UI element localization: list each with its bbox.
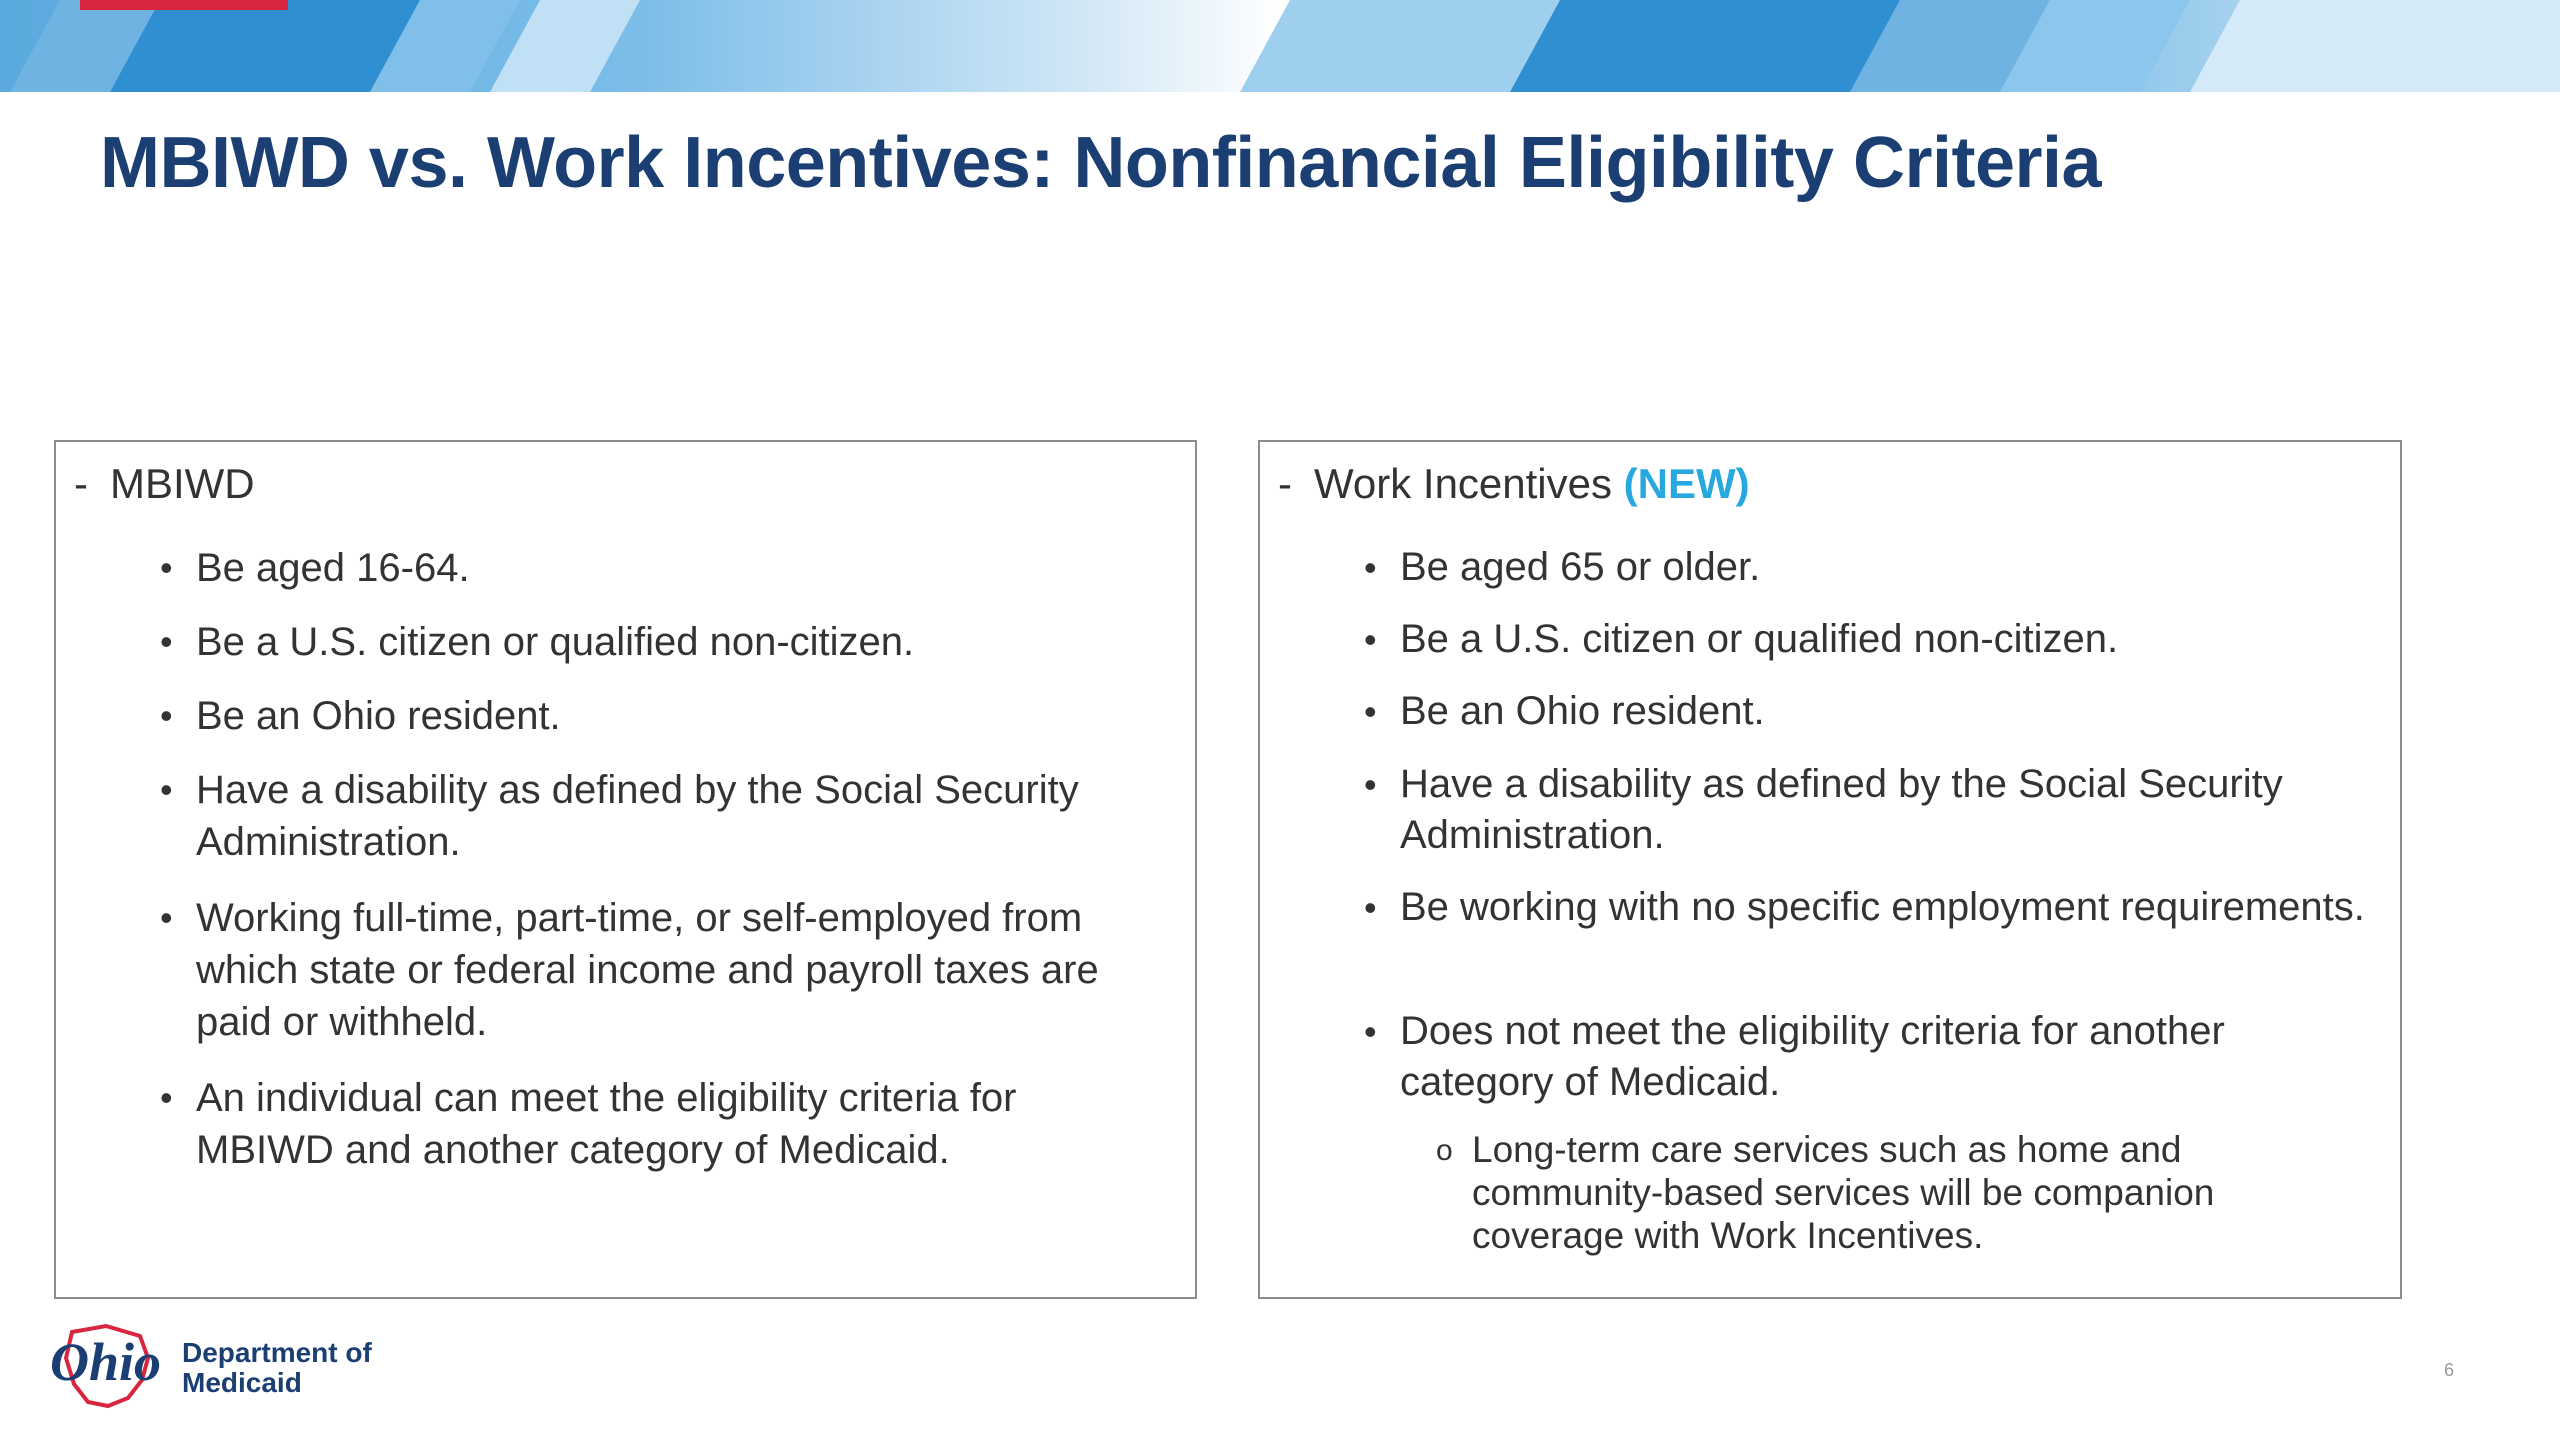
- mbiwd-heading-label: MBIWD: [110, 460, 255, 507]
- list-item: • Be an Ohio resident.: [196, 690, 1165, 742]
- heading-dash: -: [74, 460, 88, 507]
- sub-bullet-icon: o: [1436, 1134, 1453, 1167]
- list-item: • Be a U.S. citizen or qualified non-citizen.: [196, 616, 1165, 668]
- bullet-icon: •: [160, 695, 173, 736]
- new-badge: (NEW): [1623, 460, 1750, 507]
- slide-title: MBIWD vs. Work Incentives: Nonfinancial Eligibility Criteria: [100, 123, 2102, 203]
- bullet-icon: •: [160, 769, 173, 810]
- bullet-icon: •: [1364, 691, 1377, 732]
- mbiwd-panel: [54, 440, 1197, 1299]
- list-item: • An individual can meet the eligibility criteria for MBIWD and another category of Medicaid.: [196, 1072, 1165, 1176]
- list-item: • Be aged 16-64.: [196, 542, 1165, 594]
- page-number: 6: [2444, 1360, 2455, 1380]
- list-item: • Be a U.S. citizen or qualified non-citizen.: [1400, 614, 2370, 665]
- bullet-icon: •: [1364, 1011, 1377, 1052]
- bullet-icon: •: [1364, 764, 1377, 805]
- list-item: • Be working with no specific employment requirements.: [1400, 882, 2370, 933]
- bullet-icon: •: [160, 1077, 173, 1118]
- list-item: • Be an Ohio resident.: [1400, 686, 2370, 737]
- list-item: • Have a disability as defined by the Social Security Administration.: [1400, 759, 2370, 861]
- bullet-icon: •: [1364, 887, 1377, 928]
- work-incentives-heading-label: Work Incentives: [1314, 460, 1612, 507]
- list-item: • Does not meet the eligibility criteria for another category of Medicaid.: [1400, 1006, 2370, 1108]
- list-item: • Working full-time, part-time, or self-employed from which state or federal income and payroll taxes are paid or withheld.: [196, 892, 1165, 1048]
- ohio-medicaid-logo: [44, 1318, 404, 1418]
- svg-text:Ohio: Ohio: [50, 1332, 162, 1392]
- list-item: • Have a disability as defined by the Social Security Administration.: [196, 764, 1165, 868]
- ohio-logo-icon: [44, 1318, 174, 1418]
- bullet-icon: •: [1364, 619, 1377, 660]
- bullet-icon: •: [160, 547, 173, 588]
- sub-list-item: o Long-term care services such as home and community-based services will be companion coverage with Work Incentives.: [1436, 1129, 2215, 1256]
- header-banner: [0, 0, 2560, 92]
- list-item: • Be aged 65 or older.: [1400, 542, 2370, 593]
- department-name: Department of Medicaid: [182, 1337, 372, 1398]
- heading-dash: -: [1278, 460, 1292, 507]
- bullet-icon: •: [160, 897, 173, 938]
- mbiwd-heading: [74, 460, 255, 508]
- bullet-icon: •: [160, 621, 173, 662]
- bullet-icon: •: [1364, 547, 1377, 588]
- work-incentives-heading: [1278, 460, 1750, 508]
- work-incentives-panel: [1258, 440, 2402, 1299]
